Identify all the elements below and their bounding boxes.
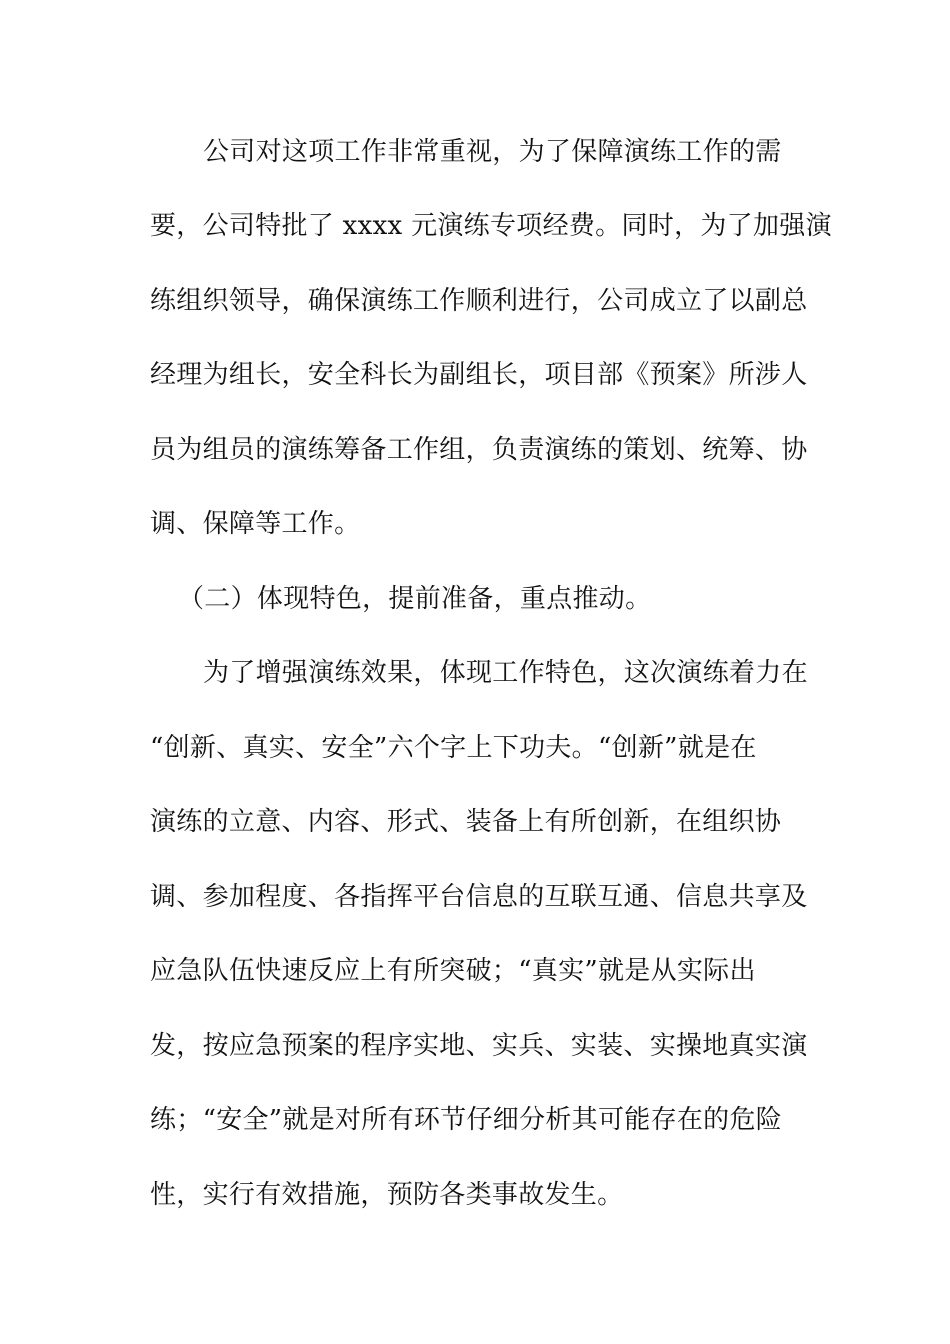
paragraph-line: 公司对这项工作非常重视，为了保障演练工作的需: [203, 137, 782, 167]
paragraph-line: 调、参加程度、各指挥平台信息的互联互通、信息共享及: [150, 882, 808, 912]
paragraph-line: 演练的立意、内容、形式、装备上有所创新，在组织协: [150, 807, 782, 837]
paragraph-line: 经理为组长，安全科长为副组长，项目部《预案》所涉人: [150, 360, 808, 390]
paragraph-line: 发，按应急预案的程序实地、实兵、实装、实操地真实演: [150, 1031, 808, 1061]
paragraph-line: 练；“安全”就是对所有环节仔细分析其可能存在的危险: [150, 1105, 783, 1135]
paragraph-line: 调、保障等工作。: [150, 509, 361, 539]
paragraph-line: 应急队伍快速反应上有所突破；“真实”就是从实际出: [150, 956, 756, 986]
paragraph-line: 练组织领导，确保演练工作顺利进行，公司成立了以副总: [150, 286, 808, 316]
paragraph-line: “创新、真实、安全”六个字上下功夫。“创新”就是在: [150, 733, 757, 763]
section-heading: （二）体现特色，提前准备，重点推动。: [178, 584, 652, 614]
paragraph-line: 性，实行有效措施，预防各类事故发生。: [150, 1180, 624, 1210]
paragraph-line: 员为组员的演练筹备工作组，负责演练的策划、统筹、协: [150, 435, 808, 465]
paragraph-line: 为了增强演练效果，体现工作特色，这次演练着力在: [203, 658, 808, 688]
paragraph-line: 要，公司特批了 xxxx 元演练专项经费。同时，为了加强演: [150, 211, 832, 241]
